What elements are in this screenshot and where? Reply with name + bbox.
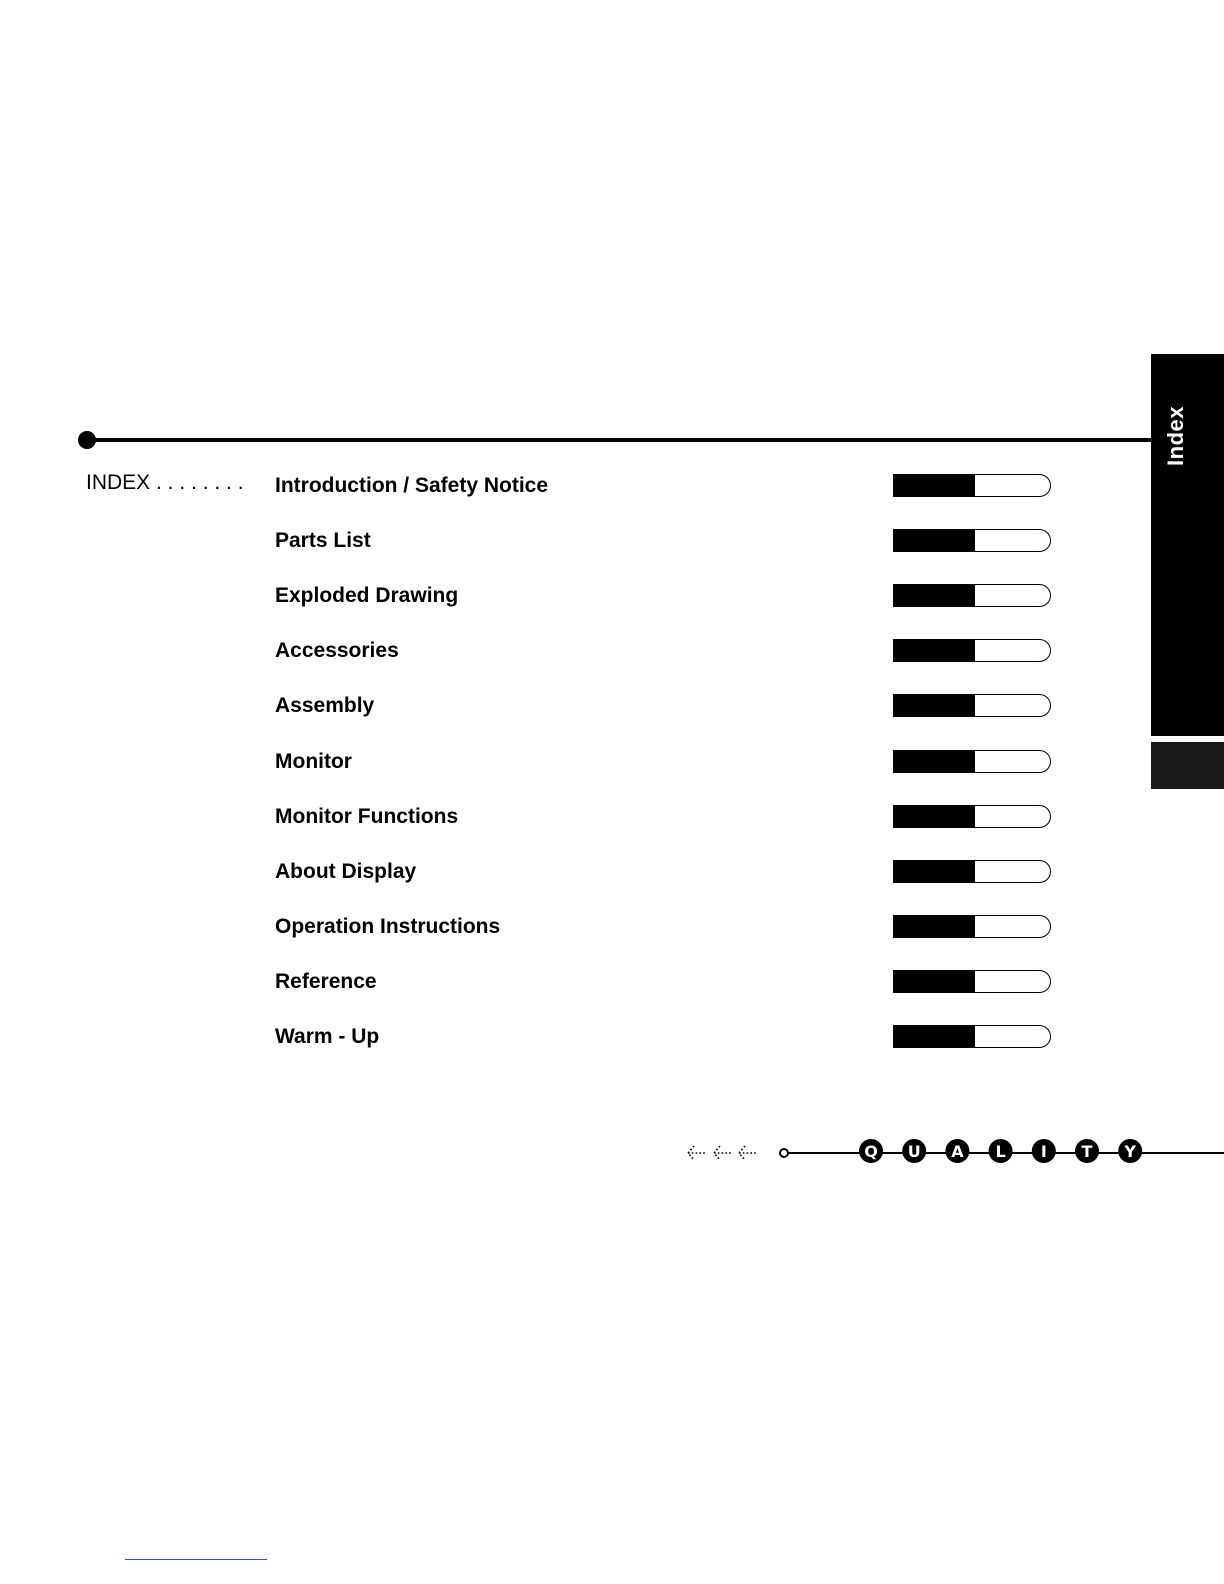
side-tab-label: Index (1163, 406, 1188, 466)
section-tab-bar[interactable] (893, 474, 1051, 497)
quality-letter: A (951, 1142, 964, 1161)
quality-letter: Q (864, 1142, 878, 1161)
quality-letter-badge (989, 1139, 1013, 1163)
quality-letter-badge (1075, 1139, 1099, 1163)
quality-letter: I (1040, 1142, 1047, 1161)
quality-letter-badge (945, 1139, 969, 1163)
section-tab-bar-fill (894, 695, 975, 716)
index-item-label: Parts List (275, 529, 371, 553)
dotted-arrow-icon (688, 1146, 706, 1160)
index-item-label: Monitor Functions (275, 804, 459, 828)
index-item[interactable] (0, 749, 1224, 779)
section-tab-bar-fill (894, 806, 975, 827)
index-item-label: Introduction / Safety Notice (275, 474, 549, 497)
index-item-label: Exploded Drawing (275, 584, 459, 608)
quality-letters (859, 1139, 1142, 1163)
index-item-label: Monitor (275, 749, 352, 773)
index-item[interactable] (0, 969, 1224, 999)
quality-letter-badge (902, 1139, 926, 1163)
section-tab-bar-fill (894, 585, 975, 606)
quality-letter-badge (859, 1139, 883, 1163)
section-tab-bar-fill (894, 751, 975, 772)
section-tab-bar-fill (894, 861, 975, 882)
section-tab-bar[interactable] (893, 694, 1051, 717)
index-item[interactable] (0, 583, 1224, 613)
section-tab-bar[interactable] (893, 805, 1051, 828)
index-item[interactable] (0, 1024, 1224, 1054)
section-tab-bar[interactable] (893, 639, 1051, 662)
footer-underline (125, 1559, 267, 1560)
index-item[interactable] (0, 693, 1224, 723)
dotted-arrow-icons (688, 1146, 757, 1160)
index-heading: INDEX . . . . . . . . (86, 471, 244, 494)
section-tab-bar[interactable] (893, 1025, 1051, 1048)
section-tab-bar-fill (894, 1026, 975, 1047)
quality-letter: U (907, 1142, 921, 1161)
index-item-label: Accessories (275, 639, 399, 663)
index-item-label: About Display (275, 859, 417, 883)
index-item[interactable] (0, 859, 1224, 889)
quality-letter: Y (1124, 1142, 1136, 1161)
quality-letter-badge (1118, 1139, 1142, 1163)
section-tab-bar-fill (894, 640, 975, 661)
section-tab-bar[interactable] (893, 529, 1051, 552)
section-tab-bar[interactable] (893, 584, 1051, 607)
quality-letter: T (1081, 1142, 1093, 1161)
section-tab-bar[interactable] (893, 915, 1051, 938)
index-item-label: Assembly (275, 694, 375, 718)
index-item-label: Reference (275, 969, 377, 993)
section-tab-bar[interactable] (893, 860, 1051, 883)
section-tab-bar-fill (894, 475, 975, 496)
quality-banner (680, 1130, 1224, 1176)
quality-letter-badge (1032, 1139, 1056, 1163)
index-item[interactable] (0, 473, 1224, 503)
index-item[interactable] (0, 914, 1224, 944)
index-item[interactable] (0, 528, 1224, 558)
index-item[interactable] (0, 638, 1224, 668)
index-item-label: Warm - Up (275, 1025, 380, 1048)
index-item-label: Operation Instructions (275, 914, 501, 938)
dotted-arrow-icon (739, 1146, 757, 1160)
quality-letter: L (995, 1142, 1006, 1161)
header-rule (86, 438, 1156, 442)
banner-start-ring (780, 1149, 788, 1157)
section-tab-bar-fill (894, 971, 975, 992)
index-item[interactable] (0, 804, 1224, 834)
section-tab-bar[interactable] (893, 970, 1051, 993)
section-tab-bar-fill (894, 530, 975, 551)
section-tab-bar[interactable] (893, 750, 1051, 773)
section-tab-bar-fill (894, 916, 975, 937)
dotted-arrow-icon (714, 1146, 732, 1160)
